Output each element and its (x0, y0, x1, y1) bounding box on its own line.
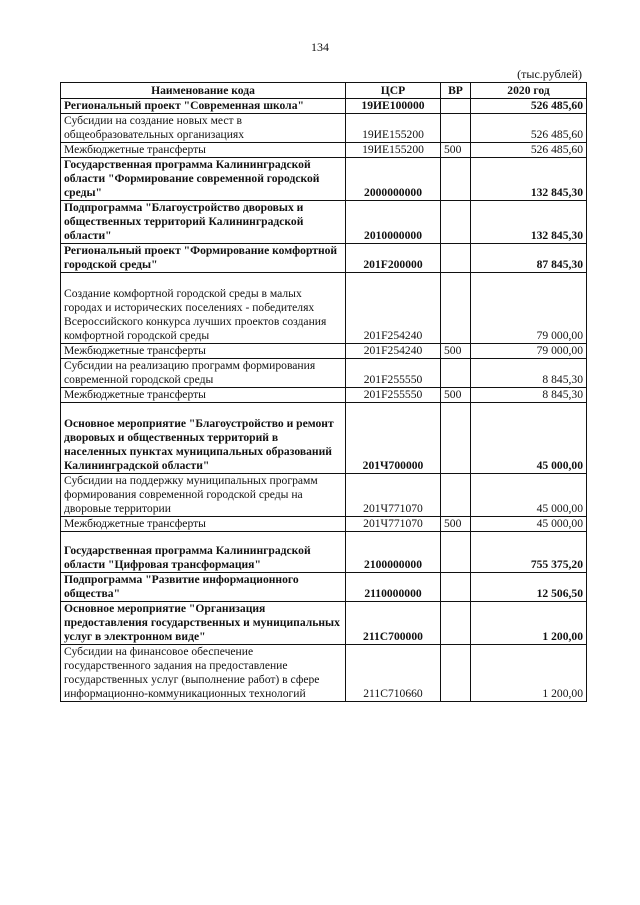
row-name: Государственная программа Калининградской области "Цифровая трансформация" (61, 532, 346, 573)
row-name: Межбюджетные трансферты (61, 388, 346, 403)
row-vr (441, 201, 471, 244)
row-name: Межбюджетные трансферты (61, 517, 346, 532)
header-name: Наименование кода (61, 83, 346, 99)
row-amount: 1 200,00 (471, 602, 587, 645)
row-vr (441, 474, 471, 517)
table-row (61, 532, 587, 573)
row-csr: 201F254240 (346, 344, 441, 359)
table-row (61, 602, 587, 645)
header-csr: ЦСР (346, 83, 441, 99)
row-amount: 755 375,20 (471, 532, 587, 573)
table-row (61, 517, 587, 532)
row-csr: 19ИЕ100000 (346, 99, 441, 114)
row-name: Создание комфортной городской среды в малых городах и исторических поселениях - победителях Всероссийского конкурса лучших проектов создания комфортной городской среды (61, 273, 346, 344)
row-csr: 19ИЕ155200 (346, 143, 441, 158)
table-row (61, 114, 587, 143)
row-name: Субсидии на поддержку муниципальных программ формирования современной городской среды на дворовые территории (61, 474, 346, 517)
table-row (61, 244, 587, 273)
row-amount: 132 845,30 (471, 201, 587, 244)
row-vr (441, 99, 471, 114)
table-row (61, 273, 587, 344)
row-name: Подпрограмма "Развитие информационного общества" (61, 573, 346, 602)
row-csr: 2100000000 (346, 532, 441, 573)
row-vr (441, 573, 471, 602)
row-csr: 201F254240 (346, 273, 441, 344)
row-vr: 500 (441, 143, 471, 158)
row-vr (441, 158, 471, 201)
row-amount: 45 000,00 (471, 474, 587, 517)
row-amount: 45 000,00 (471, 403, 587, 474)
row-name: Основное мероприятие "Организация предоставления государственных и муниципальных услуг в электронном виде" (61, 602, 346, 645)
table-row (61, 99, 587, 114)
row-amount: 1 200,00 (471, 645, 587, 702)
page-number: 134 (311, 40, 329, 54)
row-amount: 526 485,60 (471, 114, 587, 143)
row-name: Субсидии на создание новых мест в общеобразовательных организациях (61, 114, 346, 143)
table-row (61, 158, 587, 201)
row-csr: 201F200000 (346, 244, 441, 273)
unit-note: (тыс.рублей) (517, 67, 582, 81)
row-name: Межбюджетные трансферты (61, 344, 346, 359)
row-csr: 211С710660 (346, 645, 441, 702)
row-vr (441, 273, 471, 344)
row-name: Основное мероприятие "Благоустройство и ремонт дворовых и общественных территорий в населенных пунктах муниципальных образований Калининградской области" (61, 403, 346, 474)
row-csr: 201Ч700000 (346, 403, 441, 474)
row-vr: 500 (441, 388, 471, 403)
table-row (61, 573, 587, 602)
row-amount: 45 000,00 (471, 517, 587, 532)
header-amount: 2020 год (471, 83, 587, 99)
row-vr (441, 244, 471, 273)
table-row (61, 143, 587, 158)
budget-table (60, 82, 587, 702)
row-amount: 79 000,00 (471, 344, 587, 359)
row-amount: 87 845,30 (471, 244, 587, 273)
row-vr: 500 (441, 344, 471, 359)
row-csr: 201F255550 (346, 359, 441, 388)
row-csr: 211С700000 (346, 602, 441, 645)
row-csr: 201Ч771070 (346, 474, 441, 517)
row-csr: 201F255550 (346, 388, 441, 403)
header-row (61, 83, 587, 99)
table-row (61, 645, 587, 702)
table-row (61, 388, 587, 403)
row-name: Подпрограмма "Благоустройство дворовых и общественных территорий Калининградской области" (61, 201, 346, 244)
table-row (61, 474, 587, 517)
row-amount: 8 845,30 (471, 359, 587, 388)
row-csr: 2000000000 (346, 158, 441, 201)
table-row (61, 201, 587, 244)
row-name: Государственная программа Калининградской области "Формирование современной городской среды" (61, 158, 346, 201)
row-name: Субсидии на финансовое обеспечение государственного задания на предоставление государственных услуг (выполнение работ) в сфере информационно-коммуникационных технологий (61, 645, 346, 702)
table-row (61, 359, 587, 388)
row-vr (441, 359, 471, 388)
row-name: Региональный проект "Формирование комфортной городской среды" (61, 244, 346, 273)
table-row (61, 403, 587, 474)
row-name: Межбюджетные трансферты (61, 143, 346, 158)
row-csr: 2010000000 (346, 201, 441, 244)
row-vr (441, 532, 471, 573)
row-vr (441, 114, 471, 143)
header-vr: ВР (441, 83, 471, 99)
row-csr: 2110000000 (346, 573, 441, 602)
row-name: Региональный проект "Современная школа" (61, 99, 346, 114)
row-name: Субсидии на реализацию программ формирования современной городской среды (61, 359, 346, 388)
row-vr: 500 (441, 517, 471, 532)
row-amount: 526 485,60 (471, 99, 587, 114)
row-vr (441, 403, 471, 474)
row-csr: 19ИЕ155200 (346, 114, 441, 143)
row-vr (441, 645, 471, 702)
row-amount: 79 000,00 (471, 273, 587, 344)
row-amount: 132 845,30 (471, 158, 587, 201)
row-csr: 201Ч771070 (346, 517, 441, 532)
row-vr (441, 602, 471, 645)
row-amount: 8 845,30 (471, 388, 587, 403)
row-amount: 12 506,50 (471, 573, 587, 602)
table-row (61, 344, 587, 359)
row-amount: 526 485,60 (471, 143, 587, 158)
